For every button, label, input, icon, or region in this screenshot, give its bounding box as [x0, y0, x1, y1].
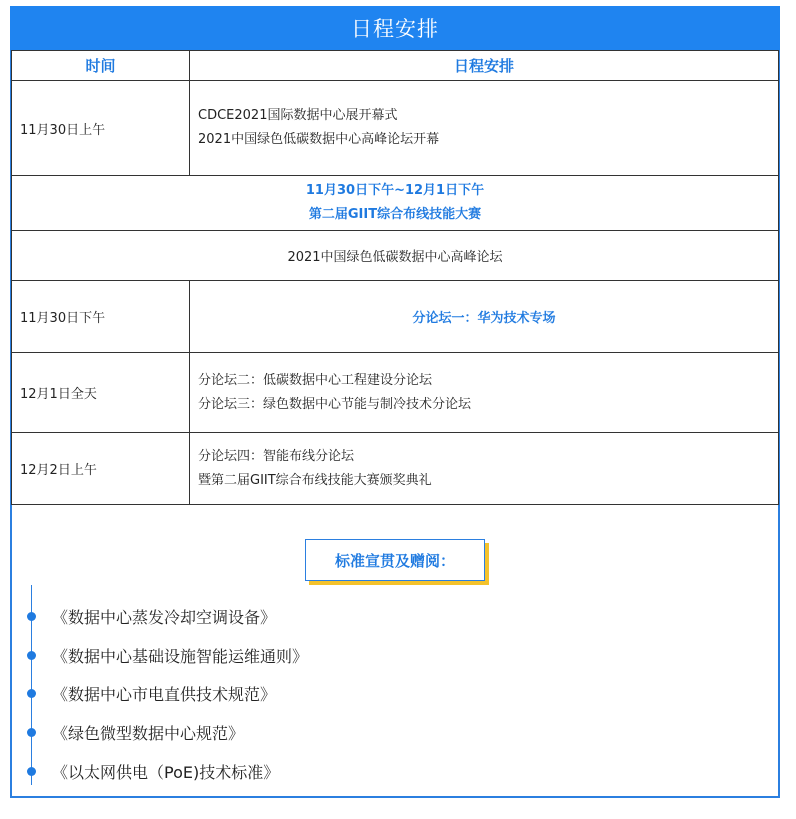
row-line: 2021中国绿色低碳数据中心高峰论坛开幕 — [198, 132, 440, 147]
row-time: 12月1日全天 — [12, 353, 190, 433]
standard-title: 《绿色微型数据中心规范》 — [52, 723, 245, 743]
table-header-row — [12, 51, 779, 81]
row-content: 分论坛一：华为技术专场 — [190, 281, 779, 353]
standards-label-box — [305, 539, 485, 581]
standard-title: 《数据中心市电直供技术规范》 — [52, 684, 277, 704]
bullet-dot-icon — [27, 612, 36, 621]
row-line: 暨第二届GIIT综合布线技能大赛颁奖典礼 — [198, 472, 432, 488]
row-line: 分论坛四：智能布线分论坛 — [198, 448, 355, 464]
row-time: 11月30日下午 — [12, 281, 190, 353]
table-row — [12, 281, 779, 353]
row-line: CDCE2021国际数据中心展开幕式 — [198, 108, 398, 123]
standard-title: 《数据中心蒸发冷却空调设备》 — [52, 607, 277, 627]
standard-title: 《以太网供电（PoE)技术标准》 — [52, 762, 280, 782]
banner-line: 11月30日下午~12月1日下午 — [305, 183, 485, 198]
table-row — [12, 353, 779, 433]
list-item — [27, 645, 308, 665]
bullet-dot-icon — [27, 728, 36, 737]
row-content — [190, 433, 779, 505]
list-item — [27, 606, 276, 626]
row-line: 分论坛三：绿色数据中心节能与制冷技术分论坛 — [198, 396, 472, 412]
page-title: 日程安排 — [351, 17, 439, 41]
bullet-dot-icon — [27, 651, 36, 660]
table-row — [12, 81, 779, 176]
row-time: 12月2日上午 — [12, 433, 190, 505]
standard-title: 《数据中心基础设施智能运维通则》 — [52, 646, 309, 666]
bullet-dot-icon — [27, 767, 36, 776]
header-time: 时间 — [12, 51, 190, 81]
banner-cell — [12, 176, 779, 231]
header-schedule: 日程安排 — [190, 51, 779, 81]
forum-title: 2021中国绿色低碳数据中心高峰论坛 — [12, 231, 779, 281]
list-item — [27, 761, 279, 781]
banner-line: 第二届GIIT综合布线技能大赛 — [308, 207, 482, 222]
list-item — [27, 722, 244, 742]
row-line: 分论坛二：低碳数据中心工程建设分论坛 — [198, 372, 433, 388]
table-row — [12, 433, 779, 505]
row-content — [190, 81, 779, 176]
banner-row — [12, 176, 779, 231]
forum-row — [12, 231, 779, 281]
schedule-table — [11, 50, 779, 505]
row-time: 11月30日上午 — [12, 81, 190, 176]
title-bar — [10, 6, 780, 50]
list-item — [27, 683, 276, 703]
standards-label: 标准宣贯及赠阅： — [334, 551, 455, 570]
bullet-dot-icon — [27, 689, 36, 698]
row-content — [190, 353, 779, 433]
